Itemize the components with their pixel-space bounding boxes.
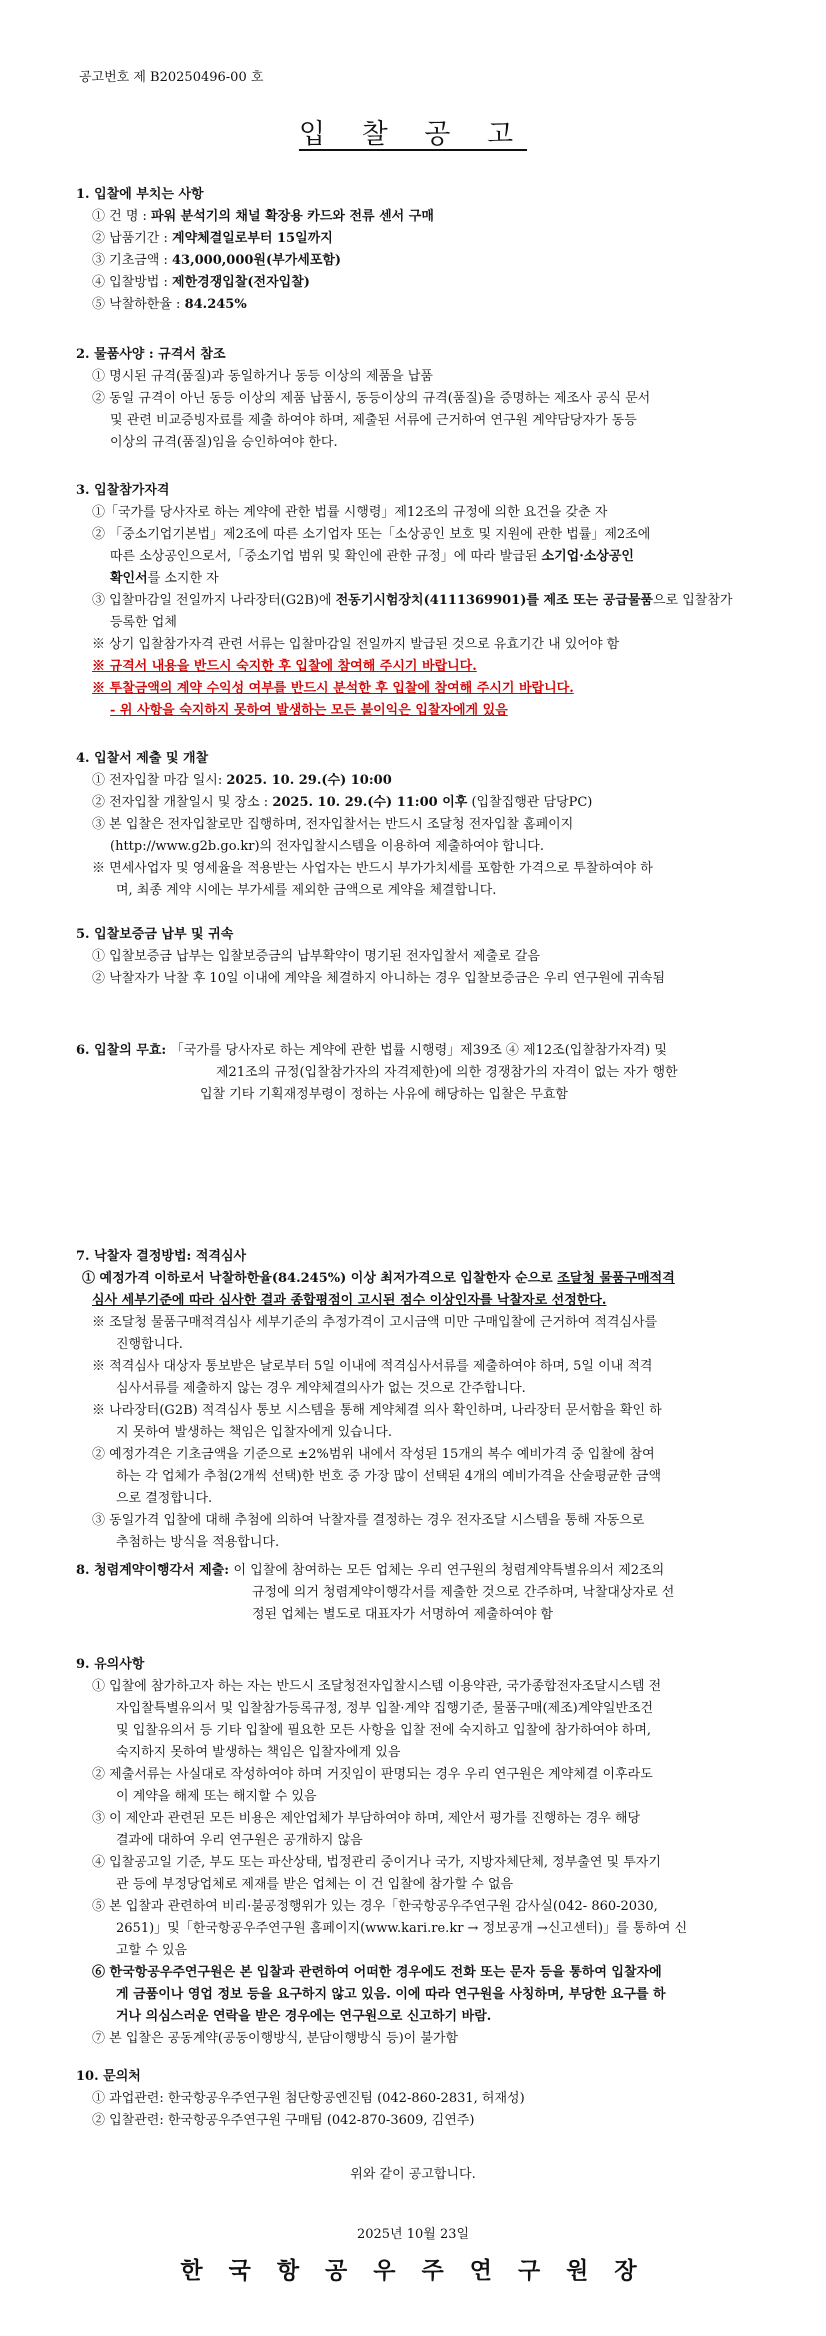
paragraph-line: 심사서류를 제출하지 않는 경우 계약체결의사가 없는 것으로 간주합니다. (116, 1381, 526, 1396)
bid-method (76, 272, 776, 294)
paragraph-line: 하는 각 업체가 추첨(2개씩 선택)한 번호 중 가장 많이 선택된 4개의 예비가격을 산술평균한 금액 (116, 1469, 662, 1484)
paragraph-line: ② 동일 규격이 아닌 동등 이상의 제품 납품시, 동등이상의 규격(품질)을 증명하는 제조사 공식 문서 (92, 391, 651, 406)
contact-bid: ② 입찰관련: 한국항공우주연구원 구매팀 (042-870-3609, 김연주) (92, 2113, 475, 2128)
text-run-bold: 소기업·소상공인 (541, 549, 634, 564)
text-run-underlined: 조달청 물품구매적격 (557, 1271, 675, 1286)
paragraph-line: 이상의 규격(품질)임을 승인하여야 한다. (110, 435, 338, 450)
item-label: ④ 입찰방법 : (92, 275, 173, 290)
section-10-heading: 10. 문의처 (76, 2069, 141, 2084)
contact-task: ① 과업관련: 한국항공우주연구원 첨단항공엔진팀 (042-860-2831, 허재성) (92, 2091, 525, 2106)
section-5-heading: 5. 입찰보증금 납부 및 귀속 (76, 927, 234, 942)
section-8 (76, 1560, 776, 1626)
warning-line: ※ 투찰금액의 계약 수익성 여부를 반드시 분석한 후 입찰에 참여해 주시기 바랍니다. (92, 681, 574, 696)
paragraph-line: ① 명시된 규격(품질)과 동일하거나 동등 이상의 제품을 납품 (92, 369, 433, 384)
section-9-heading: 9. 유의사항 (76, 1657, 145, 1672)
paragraph-line: ② 예정가격은 기초금액을 기준으로 ±2%범위 내에서 작성된 15개의 복수 예비가격 중 입찰에 참여 (92, 1447, 655, 1462)
section-1 (76, 184, 776, 316)
paragraph-line (76, 590, 776, 612)
paragraph-line: 심사 세부기준에 따라 심사한 결과 종합평점이 고시된 점수 이상인자를 낙찰자로 선정한다. (92, 1293, 607, 1308)
paragraph-line: ※ 상기 입찰참가자격 관련 서류는 입찰마감일 전일까지 발급된 것으로 유효기간 내 있어야 함 (92, 637, 620, 652)
item-value: 제한경쟁입찰(전자입찰) (172, 275, 310, 290)
item-value: 84.245% (184, 297, 247, 312)
item-value: 43,000,000원(부가세포함) (172, 253, 342, 268)
paragraph-line: ③ 동일가격 입찰에 대해 추첨에 의하여 낙찰자를 결정하는 경우 전자조달 시스템을 통해 자동으로 (92, 1513, 645, 1528)
section-1-heading: 1. 입찰에 부치는 사항 (76, 187, 204, 202)
text-run-bold: 전동기시험장치(4111369901)를 제조 또는 공급물품 (335, 593, 653, 608)
paragraph-line: ※ 면세사업자 및 영세율을 적용받는 사업자는 반드시 부가가치세를 포함한 가격으로 투찰하여야 하 (92, 861, 653, 876)
base-amount (76, 250, 776, 272)
paragraph-line: 지 못하여 발생하는 책임은 입찰자에게 있습니다. (116, 1425, 392, 1440)
paragraph-line: ①「국가를 당사자로 하는 계약에 관한 법률 시행령」제12조의 규정에 의한 요건을 갖춘 자 (92, 505, 608, 520)
text-run: ② 전자입찰 개찰일시 및 장소 : (92, 795, 273, 810)
section-6-heading: 6. 입찰의 무효: (76, 1043, 171, 1058)
paragraph-line: 입찰 기타 기획재정부령이 정하는 사유에 해당하는 입찰은 무효함 (200, 1087, 568, 1102)
text-run-bold: 2025. 10. 29.(수) 10:00 (226, 773, 392, 788)
section-4 (76, 748, 776, 902)
paragraph-line: 고할 수 있음 (116, 1943, 188, 1958)
text-run: 를 소지한 자 (147, 571, 219, 586)
item-name (76, 206, 776, 228)
document-title: 입 찰 공 고 (298, 119, 528, 150)
paragraph-line: ③ 본 입찰은 전자입찰로만 집행하며, 전자입찰서는 반드시 조달청 전자입찰 홈페이지 (92, 817, 574, 832)
section-3-heading: 3. 입찰참가자격 (76, 483, 170, 498)
section-6 (76, 1040, 776, 1106)
paragraph-line: 이 계약을 해제 또는 해지할 수 있음 (116, 1789, 317, 1804)
paragraph-line: 추첨하는 방식을 적용합니다. (116, 1535, 280, 1550)
closing-statement: 위와 같이 공고합니다. (350, 2167, 476, 2182)
delivery-period (76, 228, 776, 250)
section-3 (76, 480, 776, 722)
paragraph-line: 게 금품이나 영업 정보 등을 요구하지 않고 있음. 이에 따라 연구원을 사칭하며, 부당한 요구를 하 (116, 1987, 666, 2002)
paragraph-line: 자입찰특별유의서 및 입찰참가등록규정, 정부 입찰·계약 집행기준, 물품구매(제조)계약일반조건 (116, 1701, 654, 1716)
paragraph-line (76, 1040, 776, 1062)
item-label: ③ 기초금액 : (92, 253, 173, 268)
paragraph-line: 관 등에 부정당업체로 제재를 받은 업체는 이 건 입찰에 참가할 수 없음 (116, 1877, 514, 1892)
paragraph-line: ① 입찰에 참가하고자 하는 자는 반드시 조달청전자입찰시스템 이용약관, 국가종합전자조달시스템 전 (92, 1679, 662, 1694)
paragraph-line: 으로 결정합니다. (116, 1491, 213, 1506)
item-value: 파워 분석기의 채널 확장용 카드와 전류 센서 구매 (151, 209, 434, 224)
paragraph-line: 정된 업체는 별도로 대표자가 서명하여 제출하여야 함 (252, 1607, 554, 1622)
paragraph-line: 며, 최종 계약 시에는 부가세를 제외한 금액으로 계약을 체결합니다. (116, 883, 497, 898)
section-7 (76, 1246, 776, 1554)
paragraph-line: ※ 나라장터(G2B) 적격심사 통보 시스템을 통해 계약체결 의사 확인하며, 나라장터 문서함을 확인 하 (92, 1403, 662, 1418)
paragraph-line (76, 1560, 776, 1582)
section-8-heading: 8. 청렴계약이행각서 제출: (76, 1563, 234, 1578)
text-run: ③ 입찰마감일 전일까지 나라장터(G2B)에 (92, 593, 336, 608)
section-9 (76, 1654, 776, 2050)
signatory: 한 국 항 공 우 주 연 구 원 장 (180, 2257, 646, 2284)
item-label: ⑤ 낙찰하한율 : (92, 297, 185, 312)
paragraph-line: 등록한 업체 (110, 615, 177, 630)
paragraph-line: 결과에 대하여 우리 연구원은 공개하지 않음 (116, 1833, 363, 1848)
paragraph-line (76, 770, 776, 792)
paragraph-line (76, 792, 776, 814)
lower-limit-rate (76, 294, 776, 316)
paragraph-line: ③ 이 제안과 관련된 모든 비용은 제안업체가 부담하여야 하며, 제안서 평가를 진행하는 경우 해당 (92, 1811, 641, 1826)
paragraph-line: 거나 의심스러운 연락을 받은 경우에는 연구원으로 신고하기 바람. (116, 2009, 492, 2024)
paragraph-line: 제21조의 규정(입찰참가자의 자격제한)에 의한 경쟁참가의 자격이 없는 자가 행한 (216, 1065, 678, 1080)
paragraph-line: ⑤ 본 입찰과 관련하여 비리·불공정행위가 있는 경우「한국항공우주연구원 감사실(042- 860-2030, (92, 1899, 658, 1914)
section-7-heading: 7. 낙찰자 결정방법: 적격심사 (76, 1249, 247, 1264)
item-value: 계약체결일로부터 15일까지 (172, 231, 333, 246)
paragraph-line: ② 낙찰자가 낙찰 후 10일 이내에 계약을 체결하지 아니하는 경우 입찰보증금은 우리 연구원에 귀속됨 (92, 971, 666, 986)
paragraph-line: 및 입찰유의서 등 기타 입찰에 필요한 모든 사항을 입찰 전에 숙지하고 입찰에 참가하여야 하며, (116, 1723, 652, 1738)
paragraph-line: ② 제출서류는 사실대로 작성하여야 하며 거짓임이 판명되는 경우 우리 연구원은 계약체결 이후라도 (92, 1767, 653, 1782)
paragraph-line (76, 568, 776, 590)
text-run: 이 입찰에 참여하는 모든 업체는 우리 연구원의 청렴계약특별유의서 제2조의 (233, 1563, 665, 1578)
item-label: ① 건 명 : (92, 209, 152, 224)
paragraph-line: 숙지하지 못하여 발생하는 책임은 입찰자에게 있음 (116, 1745, 401, 1760)
paragraph-line: 진행합니다. (116, 1337, 183, 1352)
notice-number: 공고번호 제 B20250496-00 호 (79, 70, 264, 85)
paragraph-line: 및 관련 비교증빙자료를 제출 하여야 하며, 제출된 서류에 근거하여 연구원 계약담당자가 동등 (110, 413, 637, 428)
item-label: ② 납품기간 : (92, 231, 173, 246)
section-4-heading: 4. 입찰서 제출 및 개찰 (76, 751, 209, 766)
paragraph-line: 2651)」및「한국항공우주연구원 홈페이지(www.kari.re.kr → 정보공개 →신고센터)」를 통하여 신 (116, 1921, 688, 1936)
section-2 (76, 344, 776, 454)
paragraph-line: ② 「중소기업기본법」제2조에 따른 소기업자 또는「소상공인 보호 및 지원에 관한 법률」제2조에 (92, 527, 651, 542)
paragraph-line (76, 546, 776, 568)
notice-date: 2025년 10월 23일 (356, 2227, 470, 2242)
text-run: (입찰집행관 담당PC) (467, 795, 593, 810)
text-run: 따른 소상공인으로서,「중소기업 범위 및 확인에 관한 규정」에 따라 발급된 (110, 549, 542, 564)
section-2-heading: 2. 물품사양 : 규격서 참조 (76, 347, 226, 362)
text-run-bold: 2025. 10. 29.(수) 11:00 이후 (272, 795, 468, 810)
text-run: 「국가를 당사자로 하는 계약에 관한 법률 시행령」제39조 ④ 제12조(입찰참가자격) 및 (170, 1043, 667, 1058)
paragraph-line: ① 입찰보증금 납부는 입찰보증금의 납부확약이 명기된 전자입찰서 제출로 갈음 (92, 949, 540, 964)
paragraph-line: (http://www.g2b.go.kr)의 전자입찰시스템을 이용하여 제출하여야 합니다. (110, 839, 544, 854)
text-run: 으로 입찰참가 (652, 593, 733, 608)
warning-line: - 위 사항을 숙지하지 못하여 발생하는 모든 불이익은 입찰자에게 있음 (110, 703, 508, 718)
paragraph-line: ⑦ 본 입찰은 공동계약(공동이행방식, 분담이행방식 등)이 불가함 (92, 2031, 459, 2046)
text-run-bold: 확인서 (110, 571, 148, 586)
paragraph-line: 규정에 의거 청렴계약이행각서를 제출한 것으로 간주하며, 낙찰대상자로 선 (252, 1585, 675, 1600)
paragraph-line: ※ 조달청 물품구매적격심사 세부기준의 추정가격이 고시금액 미만 구매입찰에 근거하여 적격심사를 (92, 1315, 658, 1330)
paragraph-line: ④ 입찰공고일 기준, 부도 또는 파산상태, 법정관리 중이거나 국가, 지방자체단체, 정부출연 및 투자기 (92, 1855, 661, 1870)
text-run-bold: ① 예정가격 이하로서 낙찰하한율(84.245%) 이상 최저가격으로 입찰한자 순으로 (82, 1271, 558, 1286)
section-5 (76, 924, 776, 990)
paragraph-line: ⑥ 한국항공우주연구원은 본 입찰과 관련하여 어떠한 경우에도 전화 또는 문자 등을 통하여 입찰자에 (92, 1965, 662, 1980)
paragraph-line: ※ 적격심사 대상자 통보받은 날로부터 5일 이내에 적격심사서류를 제출하여야 하며, 5일 이내 적격 (92, 1359, 653, 1374)
paragraph-line (76, 1268, 776, 1290)
section-10 (76, 2066, 776, 2132)
text-run: ① 전자입찰 마감 일시: (92, 773, 227, 788)
warning-line: ※ 규격서 내용을 반드시 숙지한 후 입찰에 참여해 주시기 바랍니다. (92, 659, 477, 674)
